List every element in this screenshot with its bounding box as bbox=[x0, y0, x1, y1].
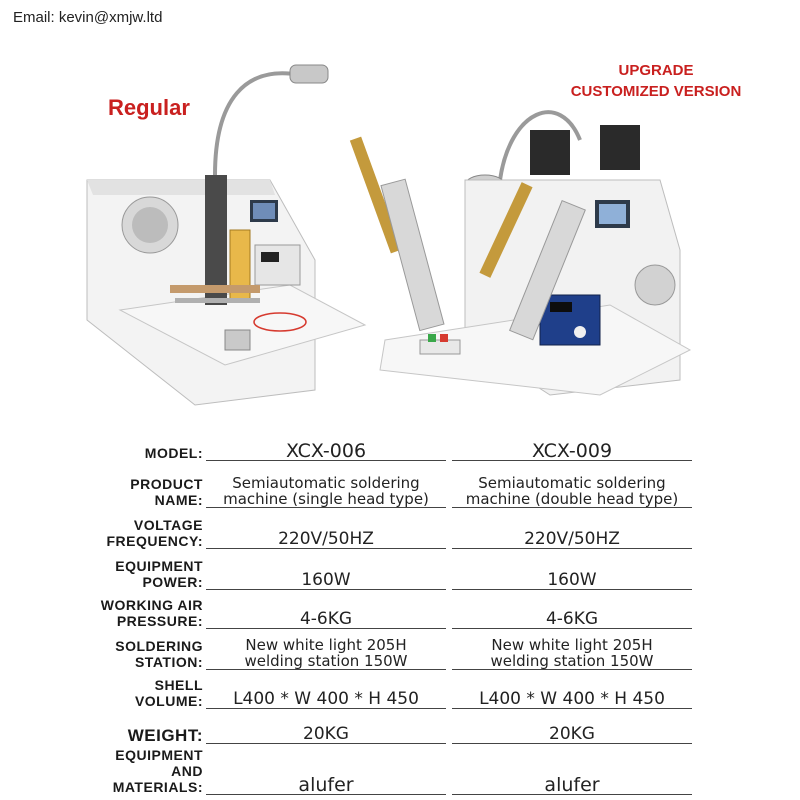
spec-value-xcx006-line: 4-6KG bbox=[299, 609, 353, 629]
spec-label-line: POWER: bbox=[142, 573, 203, 590]
spec-value-xcx009-line: machine (double head type) bbox=[465, 490, 679, 508]
upgrade-label-line1: UPGRADE bbox=[618, 62, 694, 79]
spec-label-line: MODEL: bbox=[144, 444, 203, 461]
spec-label bbox=[85, 508, 206, 549]
spec-value-xcx009-line: 220V/50HZ bbox=[524, 529, 620, 549]
spec-label-line: VOLUME: bbox=[134, 692, 203, 709]
spec-label-line: EQUIPMENT bbox=[115, 746, 203, 763]
spec-value-xcx006-line: L400 * W 400 * H 450 bbox=[233, 689, 419, 709]
spec-row bbox=[85, 508, 692, 549]
spec-value-xcx006-line: 160W bbox=[301, 570, 351, 590]
spec-value-xcx006 bbox=[206, 670, 446, 709]
spec-value-xcx009 bbox=[452, 744, 692, 795]
spec-value-xcx006-line: New white light 205H bbox=[245, 636, 407, 654]
spec-value-xcx006-line: Semiautomatic soldering bbox=[232, 474, 420, 492]
spec-value-xcx006 bbox=[206, 508, 446, 549]
spec-row bbox=[85, 709, 692, 744]
spec-value-xcx009-line: 4-6KG bbox=[545, 609, 599, 629]
spec-label bbox=[85, 590, 206, 629]
spec-row bbox=[85, 590, 692, 629]
spec-value-xcx009 bbox=[452, 709, 692, 744]
single-head-machine-image bbox=[75, 60, 370, 420]
spec-label bbox=[85, 629, 206, 670]
spec-row bbox=[85, 549, 692, 590]
spec-value-xcx006 bbox=[206, 709, 446, 744]
spec-label-line: VOLTAGE bbox=[133, 516, 203, 533]
spec-value-xcx006-line: 220V/50HZ bbox=[278, 529, 374, 549]
spec-label-line: SHELL bbox=[154, 676, 203, 693]
spec-value-xcx006-line: alufer bbox=[298, 774, 354, 796]
spec-value-xcx009-line: 160W bbox=[547, 570, 597, 590]
spec-label-line: SOLDERING bbox=[115, 637, 203, 654]
regular-version-label: Regular bbox=[108, 95, 190, 120]
spec-label bbox=[85, 744, 206, 795]
spec-value-xcx009 bbox=[452, 432, 692, 461]
spec-value-xcx009-line: L400 * W 400 * H 450 bbox=[479, 689, 665, 709]
spec-value-xcx006-line: welding station 150W bbox=[244, 652, 408, 670]
spec-value-xcx009-line: welding station 150W bbox=[490, 652, 654, 670]
spec-value-xcx009 bbox=[452, 508, 692, 549]
spec-value-xcx006-line: machine (single head type) bbox=[223, 490, 429, 508]
spec-value-xcx009-line: XCX-009 bbox=[531, 440, 613, 462]
contact-email: Email: kevin@xmjw.ltd bbox=[13, 9, 163, 26]
spec-value-xcx009-line: alufer bbox=[544, 774, 600, 796]
spec-label-line: AND MATERIALS: bbox=[112, 762, 203, 795]
spec-value-xcx009-line: New white light 205H bbox=[491, 636, 653, 654]
spec-label-line: PRESSURE: bbox=[116, 612, 203, 629]
spec-value-xcx006-line: 20KG bbox=[303, 724, 349, 744]
spec-value-xcx009 bbox=[452, 670, 692, 709]
spec-value-xcx009 bbox=[452, 549, 692, 590]
spec-row bbox=[85, 670, 692, 709]
spec-label bbox=[85, 432, 206, 461]
spec-value-xcx009-line: 20KG bbox=[549, 724, 595, 744]
spec-label bbox=[85, 461, 206, 508]
spec-label-line: FREQUENCY: bbox=[106, 532, 203, 549]
spec-value-xcx006 bbox=[206, 590, 446, 629]
spec-label bbox=[85, 670, 206, 709]
spec-row bbox=[85, 744, 692, 795]
spec-label-line: STATION: bbox=[134, 653, 203, 670]
spec-value-xcx006 bbox=[206, 629, 446, 670]
double-head-machine-image bbox=[340, 50, 710, 420]
spec-value-xcx009 bbox=[452, 629, 692, 670]
spec-row bbox=[85, 432, 692, 461]
spec-row bbox=[85, 461, 692, 508]
spec-value-xcx006 bbox=[206, 461, 446, 508]
spec-value-xcx009 bbox=[452, 590, 692, 629]
spec-value-xcx009-line: Semiautomatic soldering bbox=[478, 474, 666, 492]
spec-row bbox=[85, 629, 692, 670]
spec-value-xcx006 bbox=[206, 549, 446, 590]
spec-value-xcx006 bbox=[206, 432, 446, 461]
spec-label-line: PRODUCT bbox=[130, 475, 203, 492]
spec-value-xcx006-line: XCX-006 bbox=[285, 440, 367, 462]
spec-value-xcx006 bbox=[206, 744, 446, 795]
spec-label-line: WEIGHT: bbox=[127, 725, 203, 745]
spec-table bbox=[85, 432, 692, 795]
spec-label-line: NAME: bbox=[154, 491, 203, 508]
spec-label bbox=[85, 549, 206, 590]
spec-label-line: EQUIPMENT bbox=[115, 557, 203, 574]
upgrade-label-line2: CUSTOMIZED VERSION bbox=[570, 83, 742, 100]
spec-label bbox=[85, 709, 206, 744]
spec-value-xcx009 bbox=[452, 461, 692, 508]
spec-label-line: WORKING AIR bbox=[100, 596, 203, 613]
